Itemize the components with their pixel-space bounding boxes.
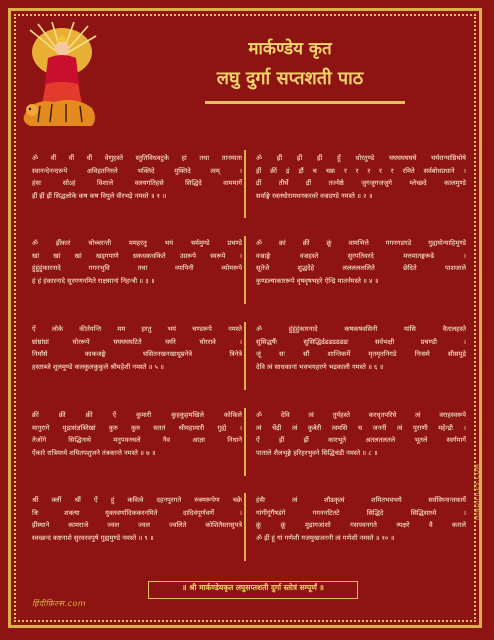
verse-2 [256, 152, 466, 202]
verse-9 [32, 494, 242, 544]
verse-5 [32, 323, 242, 373]
title-line-2: लघु दुर्गा सप्तशती पाठ [216, 68, 364, 89]
verse-line: हं हं हंकारनादे सुरगणनमिते राक्षसानां निहन्त्री ॥ ३ ॥ [32, 276, 155, 285]
verse-line: सूतेजे शुद्धदेहे ललललललिते छेदिते पाशजाले [256, 264, 466, 273]
title-underline [205, 101, 405, 104]
verse-line: ऐं लोके कीर्तयन्ति मम हरतु भयं चण्डरूपे नमस्ते [32, 325, 242, 333]
verse-7 [32, 409, 242, 459]
verse-line: गांगींगूंगैंषडंगे गगननटितटे सिद्धिदे सिद्धिसाध्ये । [256, 508, 466, 517]
verse-line: कुण्डल्याकाररूपे वृषवृषभहरे ऐन्द्रि मातर्नमस्ते ॥ ४ ॥ [256, 276, 379, 285]
verse-line: त्वं चेंद्री त्वं कुबेरी त्वमसि च जननी त्वं पुराणी महेन्द्री । [256, 423, 466, 432]
verse-line: ॐ वीं वीं वीं वेणुहस्ते स्तुतिविधवटुके हां तथा तानमाता [32, 154, 242, 162]
column-divider [244, 493, 246, 561]
verse-line: स्वानन्देनन्दरूपे अविहतनिरुते भक्तिदे मुक्तिदे त्वम् । [32, 166, 242, 175]
closing-line: ॥ श्री मार्कण्डेयकृत लघुसप्तशती दुर्गा स्तोत्रं सम्पूर्णं ॥ [182, 583, 324, 592]
verse-line: श्रीं क्लीं श्रीं ऐं हूं कवित्वे दहनपुरगते रुक्मरूपेण चक्रे [32, 496, 242, 504]
column-divider [244, 150, 246, 218]
column-divider [244, 322, 246, 390]
verse-line: ह्रीं क्रीं द्रं द्रौं च चक्र र र र र र रमिते सर्वबोधप्रधाने । [256, 166, 466, 175]
verse-line: हुंहुंहुंकारनादे गगनभुवि तथा व्यापिनी व्योमरूपे [32, 264, 242, 273]
verse-line: निर्मांसे काकजङ्घे घसितनखनखाधूम्रनेत्रे त्रिनेत्रे [32, 350, 242, 359]
verse-line: क्रूं क्रूं मुद्रागजांशो गसपवनगते त्र्यक्षरे वै कराले [256, 521, 466, 530]
verse-line: स्वच्छन्दं कष्टनाशे सुरवरवपुषे गुह्यमुण्डे नमस्ते ॥ ९ ॥ [32, 533, 154, 542]
verse-3 [32, 237, 242, 287]
brand-logo: हिंदीफ़िल्स.com [32, 599, 87, 608]
verse-line: ह्रीं ह्रीं ह्रीं सिद्धलोके कष कष विपुले वीरभद्रे नमस्ते ॥ १ ॥ [32, 191, 167, 200]
verse-line: द्रीं तीर्थे द्रीं तज्येष्ठे जुगजुगजजुगे म्लेच्छदे कालमुण्डे [256, 179, 466, 188]
verse-1 [32, 152, 242, 202]
verse-line: ॐ ह्रींकारं चोच्चरन्ती ममहरतु भयं चर्ममुण्डे प्रचण्डे [32, 239, 242, 247]
verse-6 [256, 323, 466, 373]
verse-line: त्रिः शक्त्या युक्तवर्णादिककरनमिते दादिवंपूर्णवर्णे । [32, 508, 242, 517]
verse-line: ऐं ह्रीं ह्रीं कारभूते अतलतलतले भूतले स्वर्गमार्गे [256, 436, 466, 445]
verse-line: क्रीं क्रीं क्रीं ऐं कुमारी कुहकुहमखिले कोकिले [32, 411, 242, 419]
verse-4 [256, 237, 466, 287]
verse-line: हस्ताब्जे शूलमुण्डे कलकुलकुकुले श्रीमहेशी नमस्ते ॥ ५ ॥ [32, 362, 164, 371]
goddess-durga-illustration [18, 22, 102, 132]
verse-line: ॐ ह्रीं हूं गां गणेशी गजमुखजननी त्वं गणेशी नमस्ते ॥ १० ॥ [256, 533, 395, 542]
verse-10 [256, 494, 466, 544]
verse-line: खां खां खां खड्गपाणे ध्रकधकधकिते उग्ररूपे स्वरूपे । [32, 251, 242, 260]
verse-line: ॐ हुंहुंहुंकारनादे कषकषवसिनी मांसि वैतालहस्ते [256, 325, 466, 333]
verse-line: सुंसिद्धर्षैः सुसिद्धिर्ढढढढढढढः सर्वभक्षी प्रचण्डी । [256, 337, 466, 346]
verse-line: ॐ देवि त्वं तुर्यहस्ते करधृतपरिघे त्वं वराहस्वरूपे [256, 411, 466, 419]
verse-line: तेजोंगे सिद्धिनाथे मनुपवनचले नैव आज्ञा निधाने [32, 436, 242, 445]
column-divider [244, 236, 246, 304]
title-line-1: मार्कण्डेय कृत [248, 39, 332, 59]
verse-line: पाताले शैलभृङ्गे हरिहरभुवने सिद्धिचंडी नमस्ते ॥ ८ ॥ [256, 448, 378, 457]
verse-line: जूं सः सौं शान्तिकर्मे मृतमृतनिगडे निःसमे सीसमुद्रे [256, 350, 466, 359]
verse-line: मानुरागे मुद्रासंज्ञत्रिरेखां कुरु कुरु सततं श्रीमहामारी गुह्ये । [32, 423, 242, 432]
verse-line: वज्राङ्गे वज्रहस्ते सुरपतिवरदे मत्तमातङ्गरूढे । [256, 251, 466, 260]
site-watermark: HINDIFILES.COM [474, 463, 481, 520]
verse-line: ॐ क्रां क्रीं क्रूं वामभित्ते गगनगडगडे गुह्ययोन्याहिमुण्डे [256, 239, 466, 247]
verse-line: हंसः सोऽहं विशाले वलयगतिहसे सिद्धिदे वाममार्गे [32, 179, 242, 188]
verse-line: ह्रींस्थाने कामराजे ज्वल ज्वल ज्वलिते कोशितैस्तासुपत्रे [32, 521, 242, 530]
verse-line: सर्वाङ्गे रक्तघोरामथनकरवरे वज्रदण्डे नमस्ते ॥ २ ॥ [256, 191, 373, 200]
verse-line: ॐ ह्रीं ह्रीं ह्रीं हूँ धोरतुण्डे घघघघघघघे घर्घरान्यांघ्रिघोषे [256, 154, 466, 162]
verse-8 [256, 409, 466, 459]
column-divider [244, 408, 246, 476]
verse-line: देवि त्वं साधकानां भवभयहरणे भद्रकाली नमस्ते ॥ ६ ॥ [256, 362, 384, 371]
verse-line: घ्रांघ्रांघ्रां घोररूपे घघघघघटिते घर्घरे घोररावे । [32, 337, 242, 346]
verse-line: हंसैः त्वं शौढकृत्वं शमितभवभये सर्वविघ्नान्तकार्ये [256, 496, 466, 504]
verse-line: ऐंकारे रात्रिमध्ये शयितपशुजने तंत्रकान्ते नमस्ते ॥ ७ ॥ [32, 448, 156, 457]
